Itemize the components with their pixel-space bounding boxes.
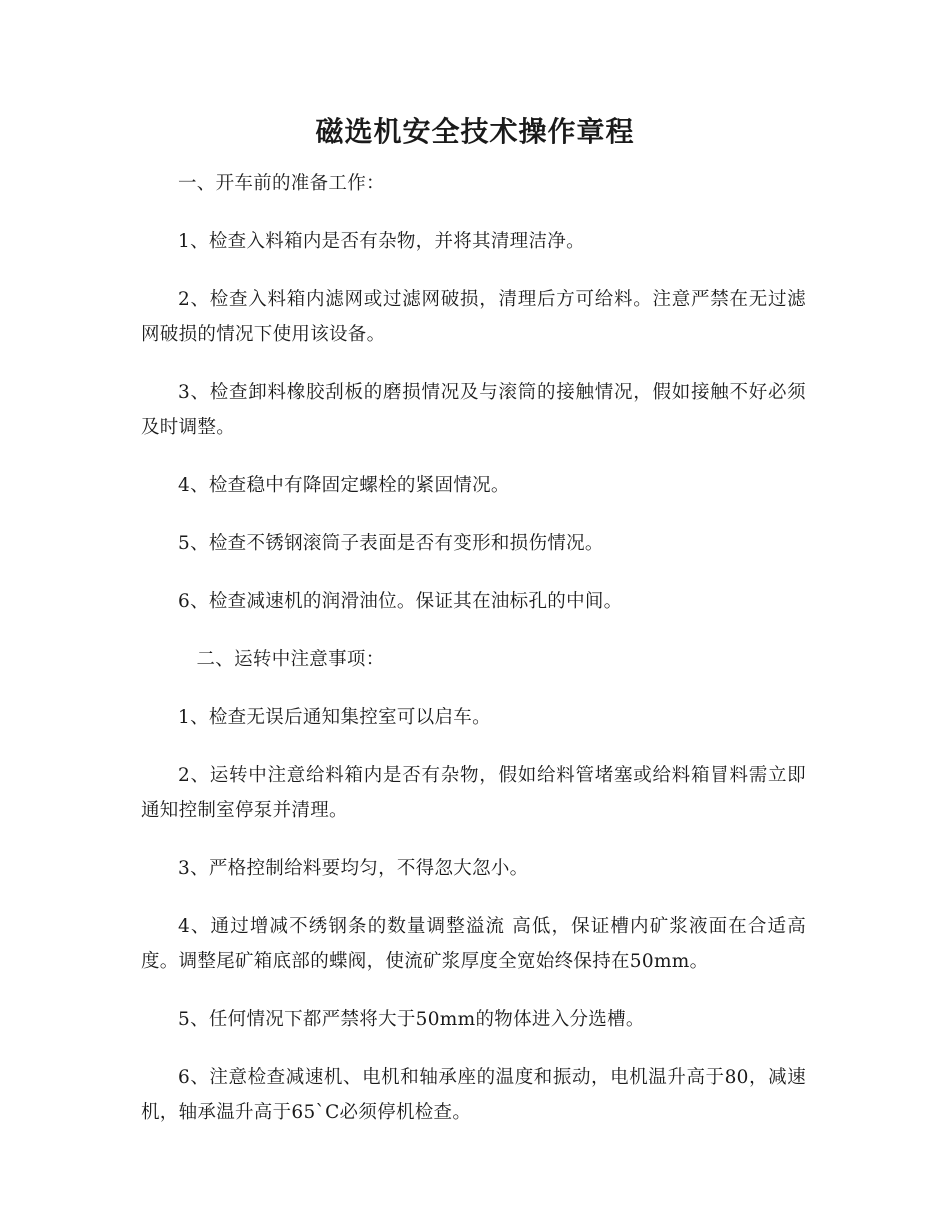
- paragraph-prep-6: 6、检查减速机的润滑油位。保证其在油标孔的中间。: [178, 591, 623, 612]
- paragraph-op-1: 1、检查无误后通知集控室可以启车。: [178, 707, 491, 728]
- paragraph-op-5: 5、任何情况下都严禁将大于50mm的物体进入分选槽。: [178, 1009, 645, 1030]
- paragraph-prep-3: 3、检查卸料橡胶刮板的磨损情况及与滚筒的接触情况，假如接触不好必须及时调整。: [141, 382, 806, 438]
- paragraph-op-6: 6、注意检查减速机、电机和轴承座的温度和振动，电机温升高于80，减速机，轴承温升高于65`C必须停机检查。: [141, 1067, 806, 1123]
- document-title: 磁选机安全技术操作章程: [315, 115, 635, 148]
- paragraph-op-4: 4、通过增减不绣钢条的数量调整溢流 高低，保证槽内矿浆液面在合适高度。调整尾矿箱底部的蝶阀，使流矿浆厚度全宽始终保持在50mm。: [141, 916, 806, 972]
- paragraph-prep-1: 1、检查入料箱内是否有杂物，并将其清理洁净。: [178, 231, 585, 252]
- paragraph-prep-5: 5、检查不锈钢滚筒子表面是否有变形和损伤情况。: [178, 533, 604, 554]
- paragraph-prep-4: 4、检查稳中有降固定螺栓的紧固情况。: [178, 475, 510, 496]
- section-heading-preparation: 一、开车前的准备工作：: [178, 173, 385, 194]
- document-body: [141, 166, 806, 1153]
- paragraph-op-3: 3、严格控制给料要均匀，不得忽大忽小。: [178, 858, 529, 879]
- paragraph-prep-2: 2、检查入料箱内滤网或过滤网破损，清理后方可给料。注意严禁在无过滤网破损的情况下使用该设备。: [141, 289, 806, 345]
- paragraph-op-2: 2、运转中注意给料箱内是否有杂物，假如给料管堵塞或给料箱冒料需立即通知控制室停泵并清理。: [141, 765, 806, 821]
- section-heading-operation: 二、运转中注意事项：: [196, 649, 385, 670]
